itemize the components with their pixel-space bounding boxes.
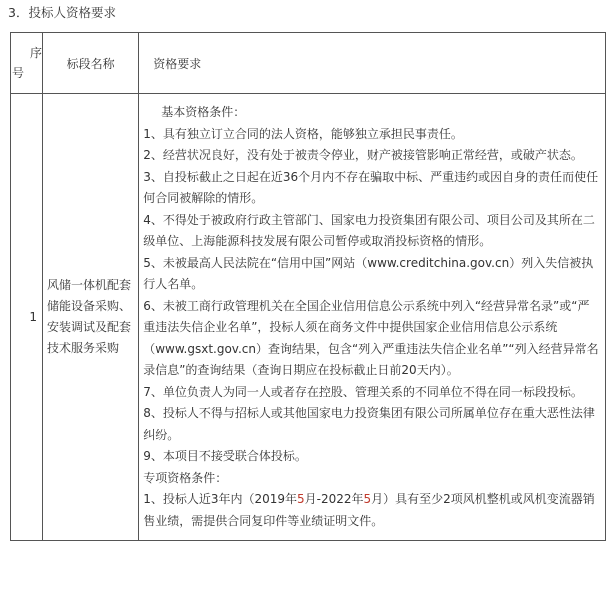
basic-condition-item: 8、投标人不得与招标人或其他国家电力投资集团有限公司所属单位存在重大恶性法律纠纷。 xyxy=(143,406,595,442)
header-serial-number: 序 号 xyxy=(11,33,43,94)
basic-conditions-title: 基本资格条件： xyxy=(161,105,246,119)
highlighted-month: 5 xyxy=(297,492,305,506)
row-requirements xyxy=(139,94,606,541)
basic-condition-item: 9、本项目不接受联合体投标。 xyxy=(143,449,307,463)
table-row xyxy=(11,94,606,541)
header-section-name: 标段名称 xyxy=(43,33,139,94)
row-section-name: 风储一体机配套储能设备采购、安装调试及配套技术服务采购 xyxy=(43,94,139,541)
table-header-row xyxy=(11,33,606,94)
basic-condition-item: 2、经营状况良好，没有处于被责令停业，财产被接管影响正常经营，或破产状态。 xyxy=(143,148,583,162)
basic-condition-item: 4、不得处于被政府行政主管部门、国家电力投资集团有限公司、项目公司及其所在二级单位、上海能源科技发展有限公司暂停或取消投标资格的情形。 xyxy=(143,212,595,248)
basic-condition-item: 3、自投标截止之日起在近36个月内不存在骗取中标、严重违约或因自身的责任而使任何合同被解除的情形。 xyxy=(143,169,599,205)
qualification-table xyxy=(10,32,606,541)
basic-condition-item: 7、单位负责人为同一人或者存在控股、管理关系的不同单位不得在同一标段投标。 xyxy=(143,384,583,399)
special-conditions-title: 专项资格条件： xyxy=(143,470,228,485)
special-condition-item: 1、投标人近3年内（2019年5月-2022年5月）具有至少2项风机整机或风机变流器销售业绩，需提供合同复印件等业绩证明文件。 xyxy=(143,492,595,528)
header-requirements: 资格要求 xyxy=(139,33,606,94)
row-serial-number: 1 xyxy=(11,94,43,541)
section-title: 3．投标人资格要求 xyxy=(8,5,116,20)
highlighted-month: 5 xyxy=(363,492,372,506)
basic-condition-item: 6、未被工商行政管理机关在全国企业信用信息公示系统中列入“经营异常名录”或“严重违法失信企业名单”，投标人须在商务文件中提供国家企业信用信息公示系统（www.gsxt.gov.cn）查询结果，包含“列入严重违法失信企业名单”“列入经营异常名录信息”的查询结果（查询日期应在投标截止日前20天内）。 xyxy=(143,298,599,377)
basic-condition-item: 1、具有独立订立合同的法人资格，能够独立承担民事责任。 xyxy=(143,126,463,141)
basic-condition-item: 5、未被最高人民法院在“信用中国”网站（www.creditchina.gov.cn）列入失信被执行人名单。 xyxy=(143,255,594,291)
